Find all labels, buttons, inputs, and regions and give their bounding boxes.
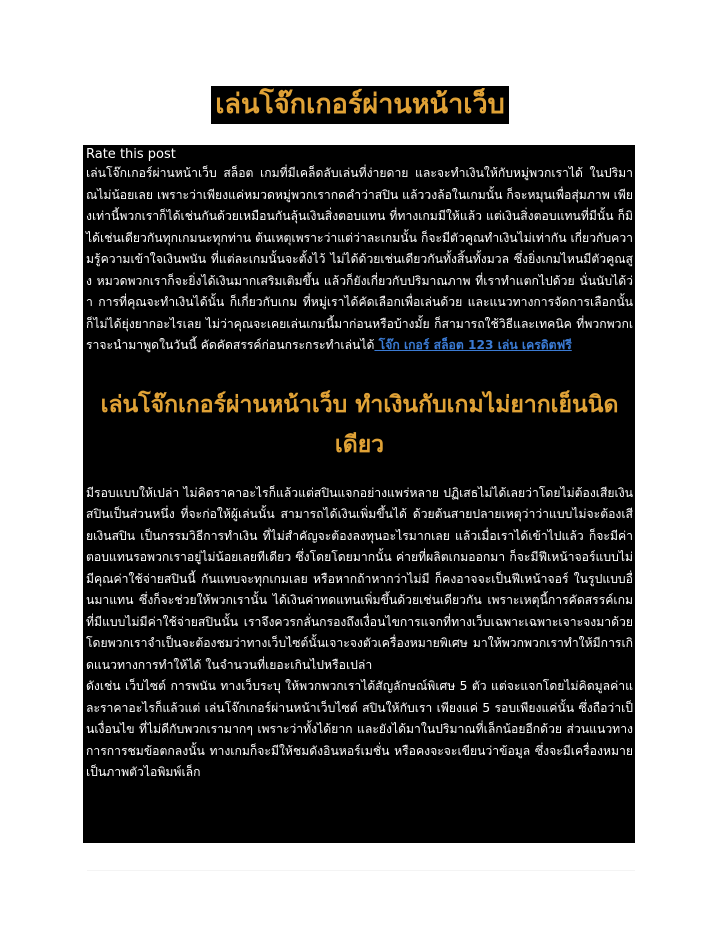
page-title: เล่นโจ๊กเกอร์ผ่านหน้าเว็บ	[211, 86, 509, 124]
article-body	[83, 145, 635, 784]
paragraph-free-spin: มีรอบแบบให้เปล่า ไม่คิดราคาอะไรก็แล้วแต่สปินแจกอย่างแพร่หลาย ปฏิเสธไม่ได้เลยว่าโดยไม่ต้องเสียเงินสปินเป็นส่วนหนึ่ง ที่จะก่อให้ผู้เล่นนั้น สามารถได้เงินเพิ่มขึ้นได้ ด้วยต้นสายปลายเหตุว่าว่าแบบไม่จะต้องเสียเงินสปิน เป็นกรรมวิธีการทำเงิน ที่ไม่สำคัญจะต้องลงทุนอะไรมากเลย แล้วเมื่อเราได้เข้าไปแล้ว ก็จะมีค่าตอบแทนรอพวกเราอยู่ไม่น้อยเลยทีเดียว ซึ่งโดยโดยมากนั้น ค่ายที่ผลิตเกมออกมา ก็จะมีฟีเหน้าจอร์แบบไม่มีคุณค่าใช้จ่ายสปินนี้ กันแทบจะทุกเกมเลย หรือหากถ้าหากว่าไม่มี ก็คงอาจจะเป็นฟีเหน้าจอร์ ในรูปแบบอื่นมาแทน ซึ่งก็จะช่วยให้พวกเรานั้น ได้เงินค่าทดแทนเพิ่มขึ้นด้วยเช่นเดียวกัน เพราะเหตุนี้การคัดสรรค์เกม ที่มีแบบไม่มีค่าใช้จ่ายสปินนั้น เราจึงควรกลั่นกรองถึงเงื่อนไขการแจกที่ทางเว็บเฉพาะเฉพาะเจาะจงมาด้วย โดยพวกเราจำเป็นจะต้องชมว่าทางเว็บไซต์นั้นเจาะจงตัวเครื่องหมายพิเศษ มาให้พวกพวกเราทำให้มีการเกิดแนวทางการทำให้ได้ ในจำนวนที่เยอะเกินไปหรือเปล่า	[86, 485, 633, 672]
section-heading: เล่นโจ๊กเกอร์ผ่านหน้าเว็บ ทำเงินกับเกมไม่ยากเย็นนิดเดียว	[100, 391, 619, 458]
page-divider	[87, 870, 635, 871]
slot-credit-link[interactable]: โจ๊ก เกอร์ สล็อต 123 เล่น เครดิตฟรี	[374, 338, 572, 352]
title-wrap	[0, 86, 720, 124]
paragraph-intro	[86, 163, 633, 357]
paragraph-intro-text: เล่นโจ๊กเกอร์ผ่านหน้าเว็บ สล็อต เกมที่มีเคล็ดลับเล่นที่ง่ายดาย และจะทำเงินให้กับหมู่พวกเราได้ ในปริมาณไม่น้อยเลย เพราะว่าเพียงแค่หมวดหมู่พวกเรากดคำว่าสปิน แล้ววงล้อในเกมนั้น ก็จะหมุนเพื่อสุ่มภาพ เพียงเท่านี้พวกเราก็ได้เช่นกันด้วยเหมือนกันลุ้นเงินสิ่งตอบแทน ที่ทางเกมมีให้แล้ว แต่เงินสิ่งตอบแทนที่มีนั้น ก็มิได้เช่นเดียวกันทุกเกมนะทุกท่าน ต้นเหตุเพราะว่าแต่ว่าละเกมนั้น ก็จะมีตัวคูณทำเงินไม่เท่ากัน เกี่ยวกับความรู้ความเข้าใจเงินพนัน ที่แต่ละเกมนั้นจะตั้งไว้ ไม่ได้ด้วยเช่นเดียวกันทั้งสิ้นทั้งมวล ซึ่งยิ่งเกมไหนมีตัวคูณสูง หมวดพวกเราก็จะยิ่งได้เงินมากเสริมเติมขึ้น แล้วก็ยังเกี่ยวกับปริมาณภาพ ที่เราทำแตกไปด้วย นั่นนับได้ว่า การที่คุณจะทำเงินได้นั้น ก็เกี่ยวกับเกม ที่หมู่เราได้คัดเลือกเพื่อเล่นด้วย และแนวทางการจัดการเลือกนั้น ก็ไม่ได้ยุ่งยากอะไรเลย ไม่ว่าคุณจะเคยเล่นเกมนี้มาก่อนหรือบ้างมั้ย ก็สามารถใช้วิธีและเทคนิค ที่พวกพวกเราจะนำมาพูดในวันนี้ คัดคัดสรรค์ก่อนกระกระทำเล่นได้	[86, 166, 633, 352]
rate-this-post: Rate this post	[86, 147, 176, 162]
article-panel	[83, 145, 635, 843]
paragraph-example: ดังเช่น เว็บไซต์ การพนัน ทางเว็บระบุ ให้พวกพวกเราได้สัญลักษณ์พิเศษ 5 ตัว แต่จะแจกโดยไม่คิดมูลค่าและราคาอะไรก็แล้วแต่ เล่นโจ๊กเกอร์ผ่านหน้าเว็บไซต์ สปินให้กับเรา เพียงแค่ 5 รอบเพียงแค่นั้น ซึ่งถือว่าเป็นเงื่อนไข ที่ไม่ดีกับพวกเรามากๆ เพราะว่าทั้งได้ยาก และยังได้มาในปริมาณที่เล็กน้อยอีกด้วย ส่วนแนวทางการการชมข้อตกลงนั้น ทางเกมก็จะมีให้ชมดังอินหอร์เมชั่น หรือคงจะจะเขียนว่าข้อมูล ซึ่งจะมีเครื่องหมายเป็นภาพตัวไอพิมพ์เล็ก	[86, 679, 633, 779]
